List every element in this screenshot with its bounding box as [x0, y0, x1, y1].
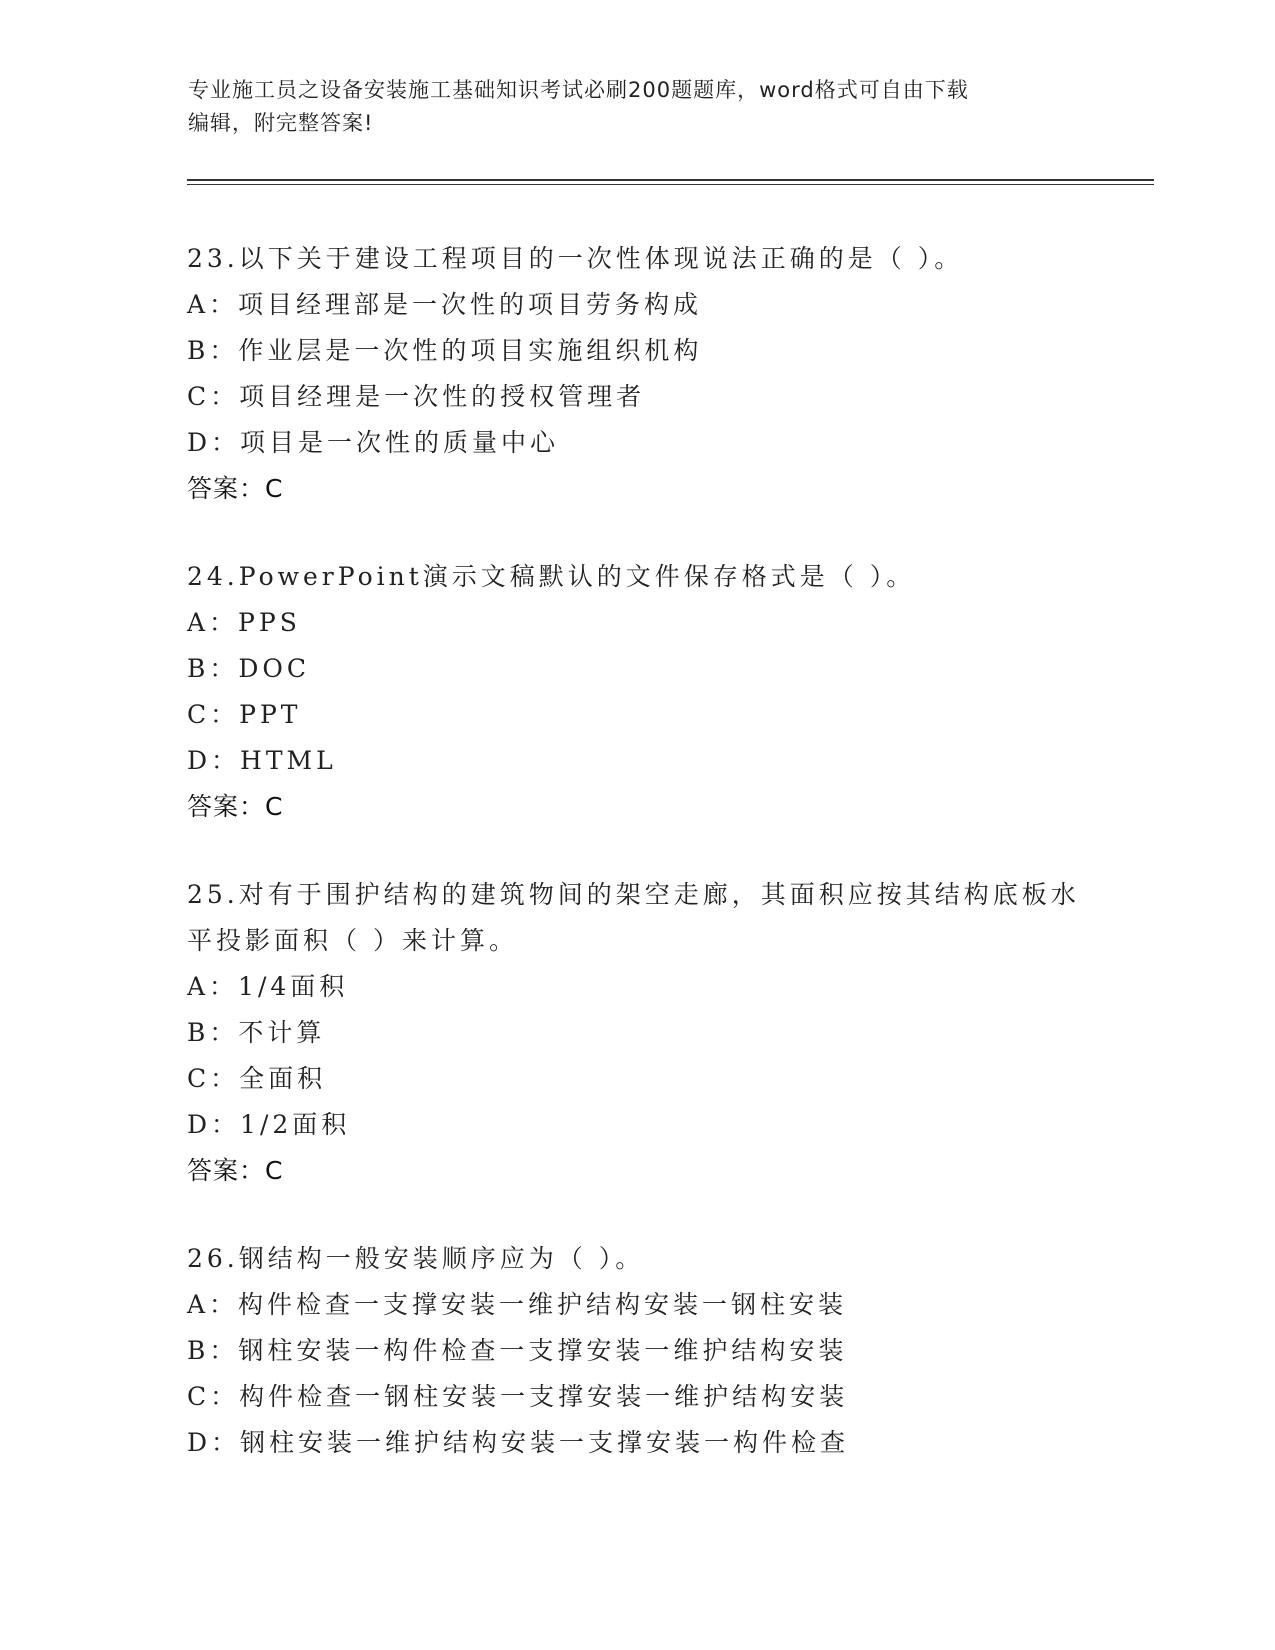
option-c: C：项目经理是一次性的授权管理者	[187, 382, 646, 411]
option-a: A：项目经理部是一次性的项目劳务构成	[187, 290, 703, 319]
option-d: D：钢柱安装一维护结构安装一支撑安装一构件检查	[187, 1428, 850, 1457]
question-stem: 25.对有于围护结构的建筑物间的架空走廊，其面积应按其结构底板水平投影面积（ ）来计算。	[187, 880, 1080, 955]
option-a: A：PPS	[187, 608, 301, 637]
document-header	[188, 74, 1088, 140]
answer-label: 答案：C	[187, 792, 284, 821]
answer-label: 答案：C	[187, 474, 284, 503]
header-divider	[187, 179, 1154, 185]
option-d: D：HTML	[187, 746, 337, 775]
header-line-2: 编辑，附完整答案!	[188, 111, 374, 135]
question-23	[187, 236, 1147, 512]
option-b: B：作业层是一次性的项目实施组织机构	[187, 336, 703, 365]
question-25	[187, 872, 1147, 1194]
option-d: D：1/2面积	[187, 1110, 351, 1139]
answer-label: 答案：C	[187, 1156, 284, 1185]
question-list	[187, 236, 1147, 1508]
option-b: B：钢柱安装一构件检查一支撑安装一维护结构安装	[187, 1336, 848, 1365]
option-d: D：项目是一次性的质量中心	[187, 428, 560, 457]
option-b: B：不计算	[187, 1018, 326, 1047]
header-line-1: 专业施工员之设备安装施工基础知识考试必刷200题题库，word格式可自由下载	[188, 78, 969, 102]
question-26	[187, 1236, 1147, 1466]
option-c: C：构件检查一钢柱安装一支撑安装一维护结构安装	[187, 1382, 849, 1411]
option-a: A：1/4面积	[187, 972, 349, 1001]
option-c: C：PPT	[187, 700, 302, 729]
option-a: A：构件检查一支撑安装一维护结构安装一钢柱安装	[187, 1290, 848, 1319]
question-stem: 23.以下关于建设工程项目的一次性体现说法正确的是（ ）。	[187, 244, 964, 273]
question-stem: 26.钢结构一般安装顺序应为（ ）。	[187, 1244, 645, 1273]
question-stem: 24.PowerPoint演示文稿默认的文件保存格式是（ ）。	[187, 562, 916, 591]
option-c: C：全面积	[187, 1064, 327, 1093]
question-24	[187, 554, 1147, 830]
option-b: B：DOC	[187, 654, 311, 683]
